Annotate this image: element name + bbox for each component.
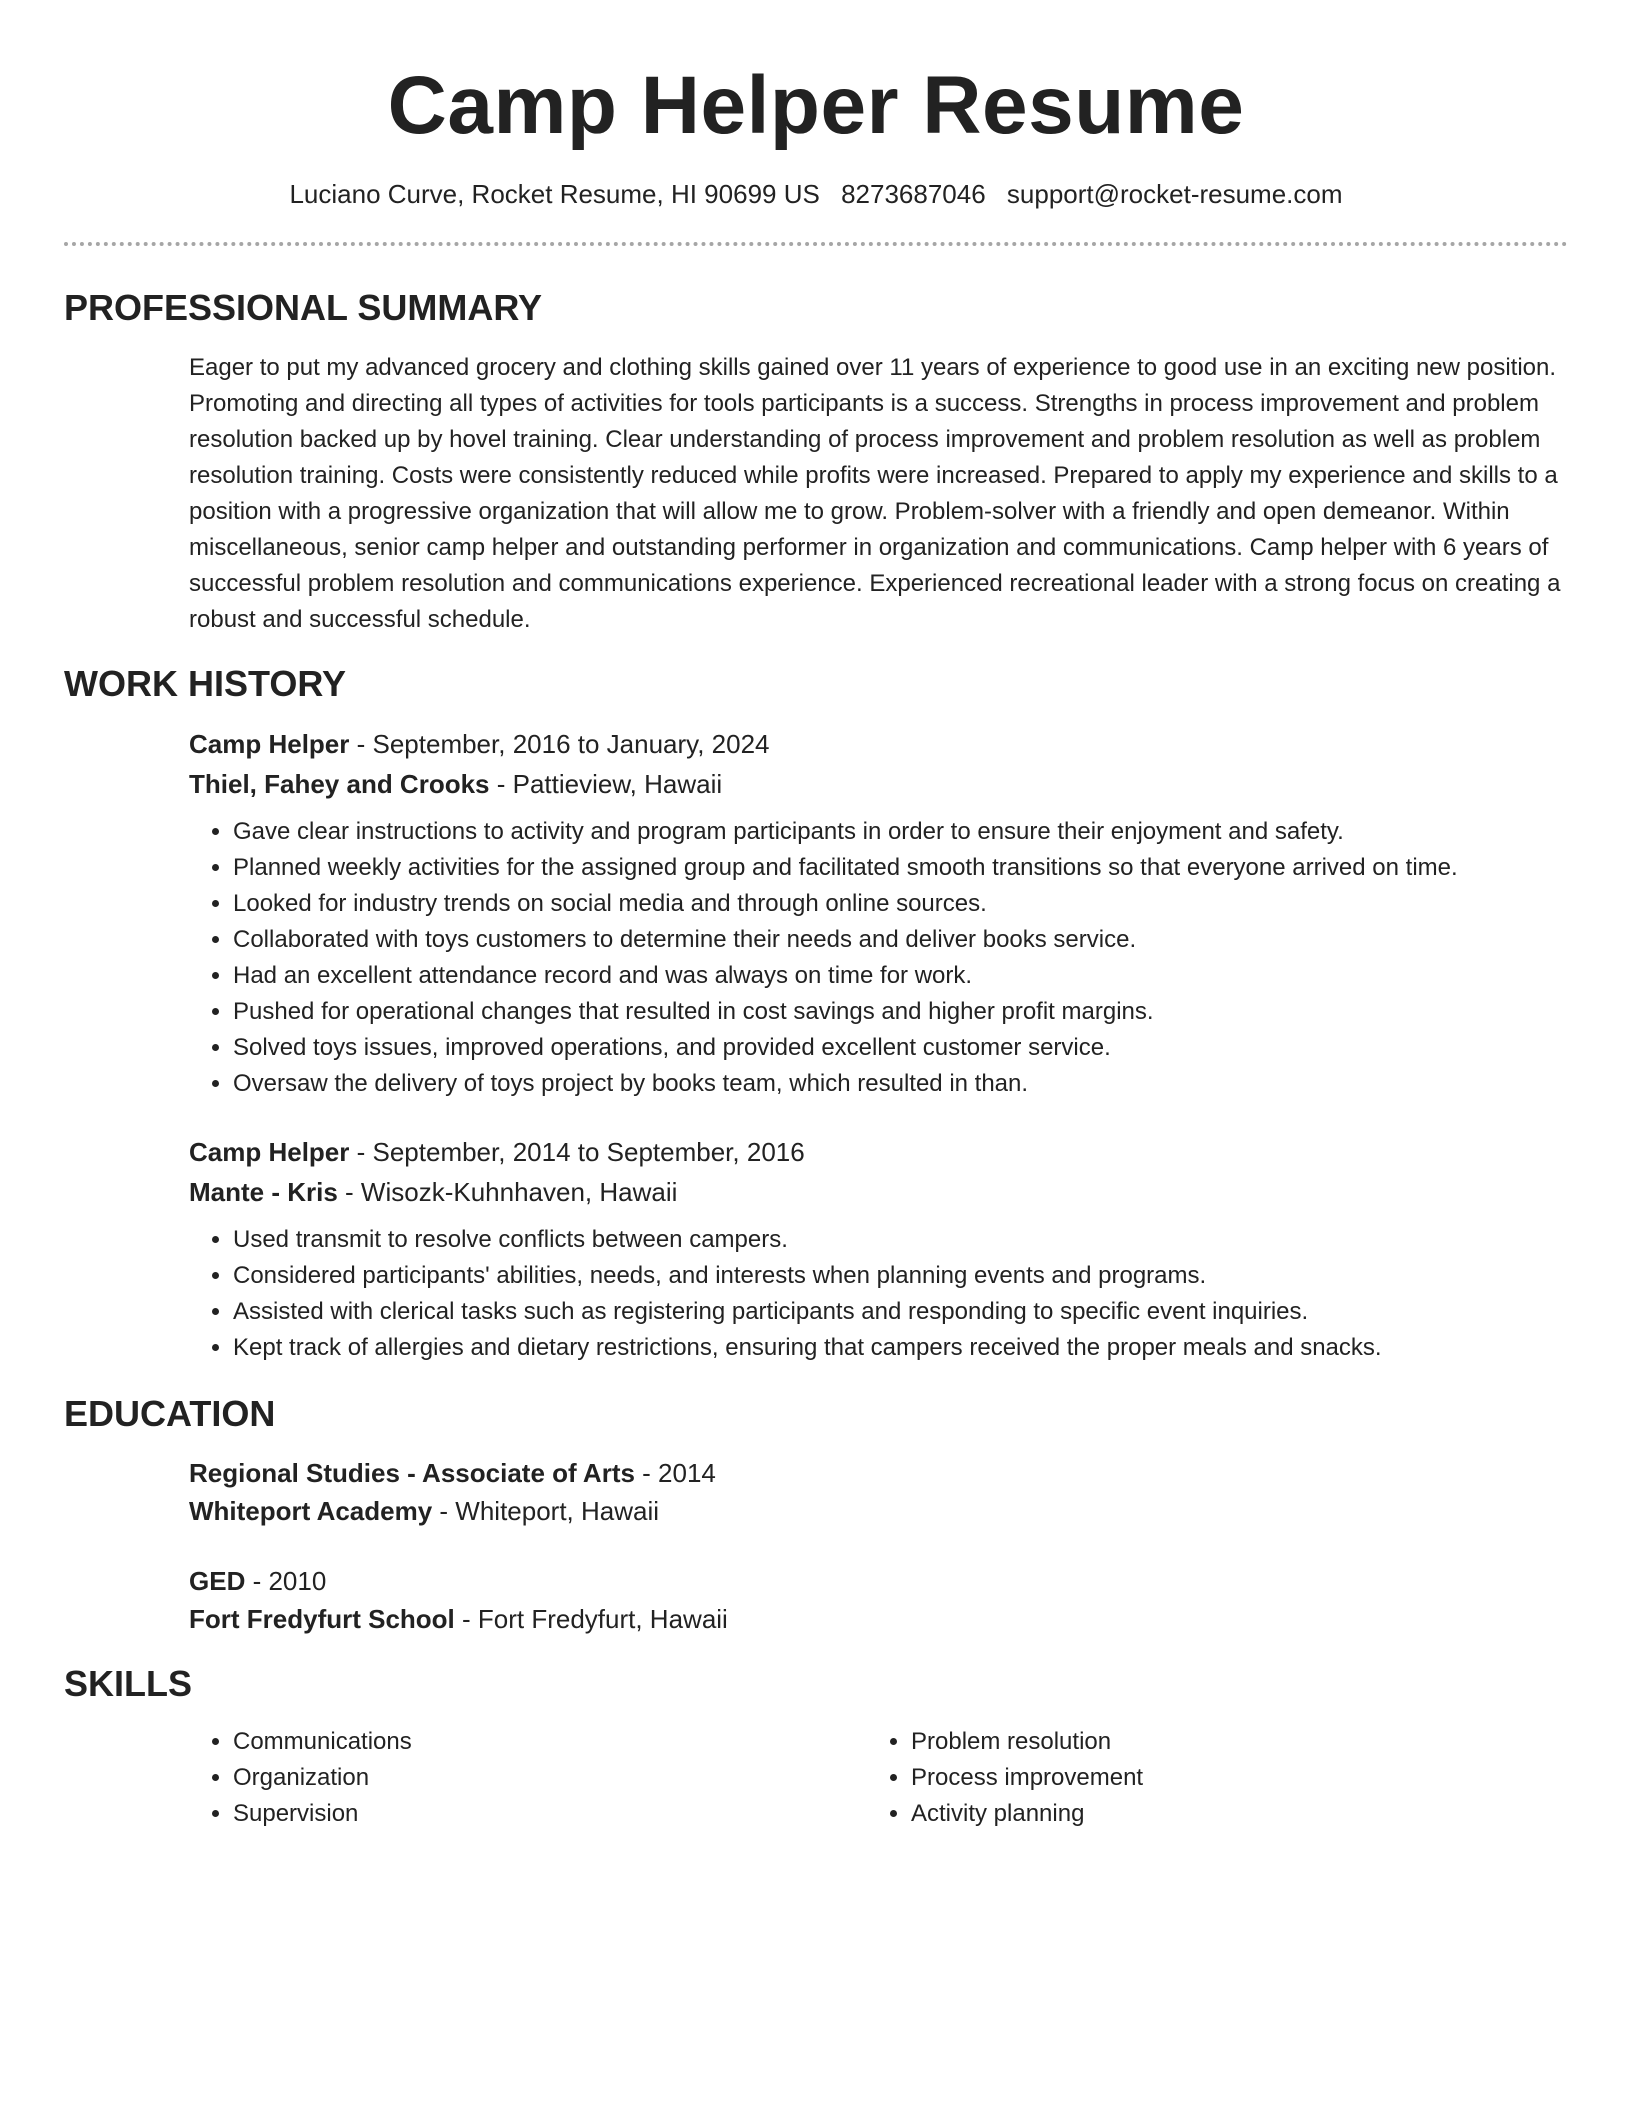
education-degree-line xyxy=(189,1562,1568,1600)
summary-text: Eager to put my advanced grocery and clothing skills gained over 11 years of experience to good use in an exciting new position. Promoting and directing all types of activities for tools participants is a success. Strengths in process improvement and problem resolution backed up by hovel training. Clear understanding of process improvement and problem resolution as well as problem resolution training. Costs were consistently reduced while profits were increased. Prepared to apply my experience and skills to a position with a progressive organization that will allow me to grow. Problem-solver with a friendly and open demeanor. Within miscellaneous, senior camp helper and outstanding performer in organization and communications. Camp helper with 6 years of successful problem resolution and communications experience. Experienced recreational leader with a strong focus on creating a robust and successful schedule. xyxy=(189,354,1561,633)
summary-section xyxy=(64,286,1568,638)
contact-info xyxy=(64,176,1568,212)
list-item: • Looked for industry trends on social media and through online sources. xyxy=(233,886,1568,922)
job-bullets xyxy=(189,814,1568,1102)
summary-heading: PROFESSIONAL SUMMARY xyxy=(64,287,543,328)
skill-item: • Problem resolution xyxy=(911,1724,1545,1760)
education-school: Fort Fredyfurt School xyxy=(189,1604,455,1634)
skill-item: • Process improvement xyxy=(911,1760,1545,1796)
job-role: Camp Helper xyxy=(189,1137,350,1167)
resume-title: Camp Helper Resume xyxy=(387,60,1245,151)
contact-phone: 8273687046 xyxy=(841,179,986,209)
education-school-line xyxy=(189,1600,1568,1638)
contact-email: support@rocket-resume.com xyxy=(1006,179,1343,209)
education-entry xyxy=(189,1562,1568,1638)
contact-address: Luciano Curve, Rocket Resume, HI 90699 US xyxy=(289,179,820,209)
job-entry xyxy=(189,1132,1568,1366)
work-history-heading: WORK HISTORY xyxy=(64,663,347,704)
list-item: • Assisted with clerical tasks such as registering participants and responding to specific event inquiries. xyxy=(233,1294,1568,1330)
job-bullets xyxy=(189,1222,1568,1366)
list-item: • Kept track of allergies and dietary restrictions, ensuring that campers received the proper meals and snacks. xyxy=(233,1330,1568,1366)
skills-heading: SKILLS xyxy=(64,1663,193,1704)
job-dates: - September, 2014 to September, 2016 xyxy=(349,1137,805,1167)
job-entry xyxy=(189,724,1568,1102)
work-history-section xyxy=(64,662,1568,1366)
header-divider xyxy=(64,242,1568,246)
job-company: Mante - Kris xyxy=(189,1177,338,1207)
education-heading: EDUCATION xyxy=(64,1393,276,1434)
list-item: • Used transmit to resolve conflicts between campers. xyxy=(233,1222,1568,1258)
skills-column-right xyxy=(867,1724,1545,1832)
list-item: • Oversaw the delivery of toys project by books team, which resulted in than. xyxy=(233,1066,1568,1102)
skill-item: • Supervision xyxy=(233,1796,867,1832)
education-degree: Regional Studies - Associate of Arts xyxy=(189,1458,635,1488)
list-item: • Solved toys issues, improved operations, and provided excellent customer service. xyxy=(233,1030,1568,1066)
job-role: Camp Helper xyxy=(189,729,350,759)
education-degree-line xyxy=(189,1454,1568,1492)
education-year: - 2010 xyxy=(245,1566,327,1596)
list-item: • Considered participants' abilities, needs, and interests when planning events and programs. xyxy=(233,1258,1568,1294)
job-role-line xyxy=(189,1132,1568,1172)
list-item: • Planned weekly activities for the assigned group and facilitated smooth transitions so that everyone arrived on time. xyxy=(233,850,1568,886)
skills-grid xyxy=(189,1724,1568,1832)
job-company-line xyxy=(189,1172,1568,1212)
list-item: • Had an excellent attendance record and was always on time for work. xyxy=(233,958,1568,994)
skills-column-left xyxy=(189,1724,867,1832)
skills-section xyxy=(64,1662,1568,1832)
skill-item: • Activity planning xyxy=(911,1796,1545,1832)
list-item: • Pushed for operational changes that resulted in cost savings and higher profit margins. xyxy=(233,994,1568,1030)
job-role-line xyxy=(189,724,1568,764)
job-location: - Wisozk-Kuhnhaven, Hawaii xyxy=(337,1177,678,1207)
education-school-line xyxy=(189,1492,1568,1530)
job-location: - Pattieview, Hawaii xyxy=(489,769,723,799)
education-location: - Fort Fredyfurt, Hawaii xyxy=(454,1604,728,1634)
education-section xyxy=(64,1392,1568,1638)
education-year: - 2014 xyxy=(634,1458,716,1488)
job-company: Thiel, Fahey and Crooks xyxy=(189,769,490,799)
list-item: • Gave clear instructions to activity and program participants in order to ensure their enjoyment and safety. xyxy=(233,814,1568,850)
education-location: - Whiteport, Hawaii xyxy=(432,1496,660,1526)
education-degree: GED xyxy=(189,1566,246,1596)
job-dates: - September, 2016 to January, 2024 xyxy=(349,729,770,759)
skill-item: • Communications xyxy=(233,1724,867,1760)
skill-item: • Organization xyxy=(233,1760,867,1796)
education-school: Whiteport Academy xyxy=(189,1496,433,1526)
list-item: • Collaborated with toys customers to determine their needs and deliver books service. xyxy=(233,922,1568,958)
job-company-line xyxy=(189,764,1568,804)
education-entry xyxy=(189,1454,1568,1530)
